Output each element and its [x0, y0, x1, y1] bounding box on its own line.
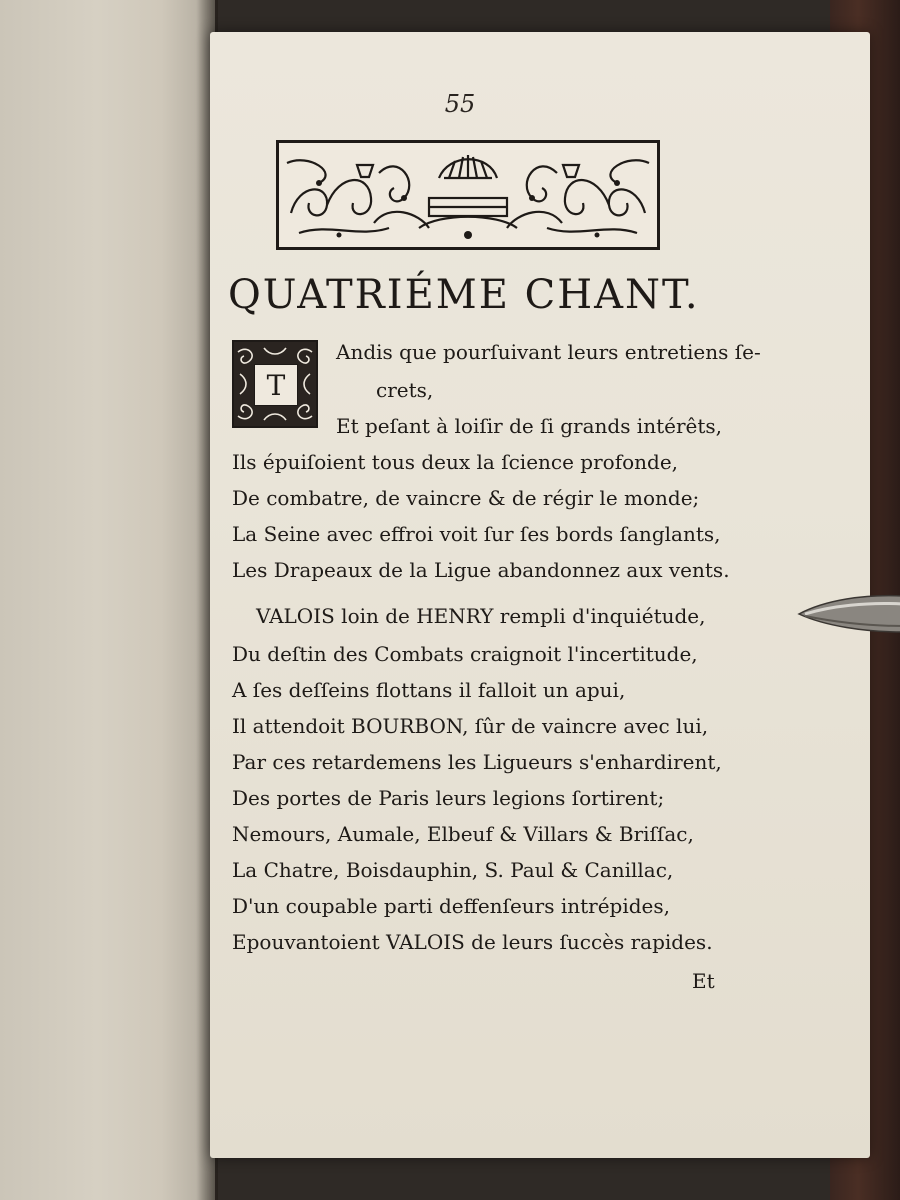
- verse-line: D'un coupable parti deffenſeurs intrépides,: [232, 894, 671, 918]
- verse-line: VALOIS loin de HENRY rempli d'inquiétude,: [256, 604, 706, 628]
- verse-line: crets,: [376, 378, 434, 402]
- verse-line: La Chatre, Boisdauphin, S. Paul & Canillac,: [232, 858, 674, 882]
- book-page: [210, 32, 870, 1158]
- verse-line: Du deſtin des Combats craignoit l'incertitude,: [232, 642, 698, 666]
- catchword: Et: [692, 969, 715, 993]
- initial-letter: T: [254, 364, 298, 406]
- verse-line: Ils épuiſoient tous deux la ſcience profonde,: [232, 450, 679, 474]
- verse-line: Et peſant à loiſir de ſi grands intérêts,: [336, 414, 723, 438]
- verse-line: Epouvantoient VALOIS de leurs ſuccès rapides.: [232, 930, 713, 954]
- verse-line: A ſes deſſeins flottans il falloit un apui,: [232, 678, 626, 702]
- ornamental-headpiece-icon: [276, 140, 660, 250]
- decorated-initial-icon: [232, 340, 318, 428]
- verse-line: La Seine avec effroi voit ſur ſes bords ſanglants,: [232, 522, 721, 546]
- left-facing-page: [0, 0, 215, 1200]
- verse-line: Les Drapeaux de la Ligue abandonnez aux vents.: [232, 558, 730, 582]
- page-number: 55: [444, 90, 476, 118]
- verse-line: Nemours, Aumale, Elbeuf & Villars & Briſſac,: [232, 822, 694, 846]
- paper-knife-icon: [795, 588, 900, 644]
- verse-line: Andis que pourſuivant leurs entretiens ſe-: [336, 340, 761, 364]
- verse-line: De combatre, de vaincre & de régir le monde;: [232, 486, 700, 510]
- verse-line: Des portes de Paris leurs legions ſortirent;: [232, 786, 665, 810]
- chapter-title: QUATRIÉME CHANT.: [228, 272, 700, 318]
- verse-line: Il attendoit BOURBON, ſûr de vaincre avec lui,: [232, 714, 709, 738]
- verse-line: Par ces retardemens les Ligueurs s'enhardirent,: [232, 750, 722, 774]
